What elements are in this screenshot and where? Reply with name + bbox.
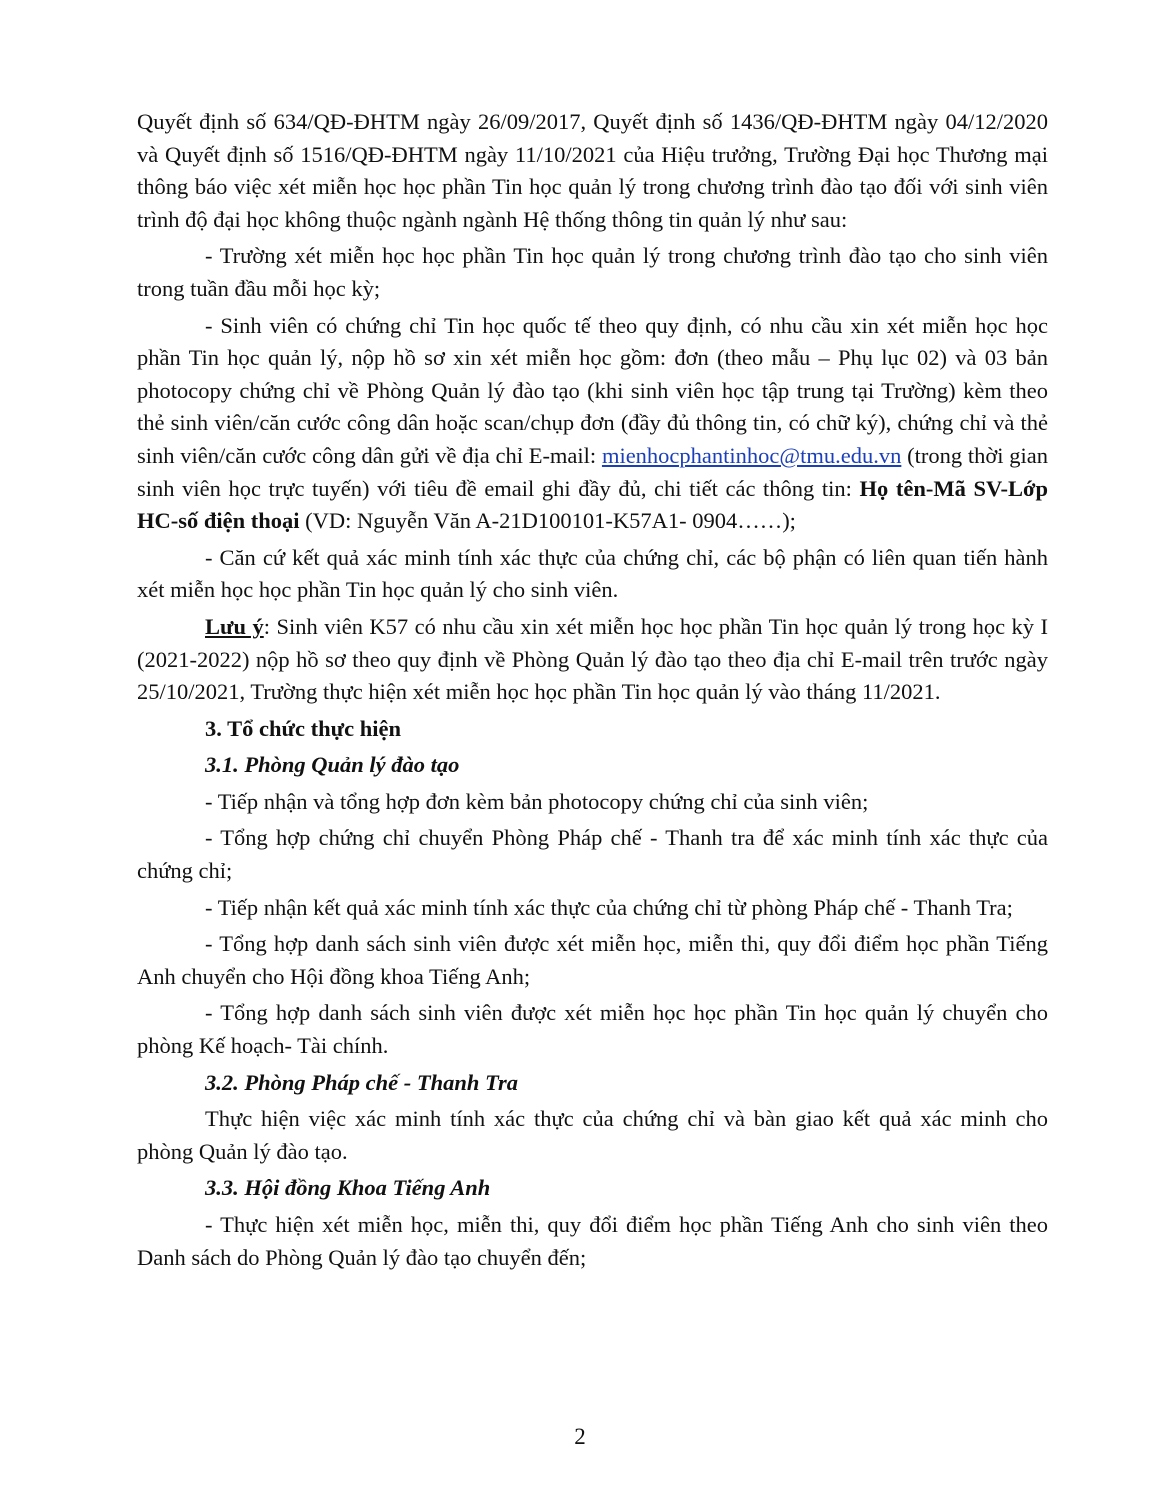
bullet2-text-2: (trong thời gian sinh viên học trực tuyến) với tiêu đề email ghi đầy đủ, chi tiết các thông tin: (137, 442, 1048, 501)
bullet-verification: - Căn cứ kết quả xác minh tính xác thực của chứng chỉ, các bộ phận có liên quan tiến hành xét miễn học học phần Tin học quản lý cho sinh viên. (137, 544, 1048, 603)
bullet2-text-1: - Sinh viên có chứng chỉ Tin học quốc tế theo quy định, có nhu cầu xin xét miễn học học phần Tin học quản lý, nộp hồ sơ xin xét miễn học gồm: đơn (theo mẫu – Phụ lục 02) và 03 bản photocopy chứng chỉ về Phòng Quản lý đào tạo (khi sinh viên học tập trung tại Trường) kèm theo thẻ sinh viên/căn cước công dân hoặc scan/chụp đơn (đầy đủ thông tin, có chữ ký), chứng chỉ và thẻ sinh viên/căn cước công dân gửi về địa chỉ E-mail: (137, 312, 1048, 468)
section-3-1-item: - Tiếp nhận kết quả xác minh tính xác thực của chứng chỉ từ phòng Pháp chế - Thanh Tra; (205, 894, 1013, 920)
section-3-2-text: Thực hiện việc xác minh tính xác thực của chứng chỉ và bàn giao kết quả xác minh cho phòng Quản lý đào tạo. (137, 1106, 1048, 1164)
document-body (137, 106, 1048, 1278)
note-text: : Sinh viên K57 có nhu cầu xin xét miễn học học phần Tin học quản lý trong học kỳ I (2021-2022) nộp hồ sơ theo quy định về Phòng Quản lý đào tạo theo địa chỉ E-mail trên trước ngày 25/10/2021, Trường thực hiện xét miễn học học phần Tin học quản lý vào tháng 11/2021. (137, 613, 1048, 705)
section-3-heading: 3. Tổ chức thực hiện (205, 715, 401, 741)
intro-paragraph: Quyết định số 634/QĐ-ĐHTM ngày 26/09/2017, Quyết định số 1436/QĐ-ĐHTM ngày 04/12/2020 và Quyết định số 1516/QĐ-ĐHTM ngày 11/10/2021 của Hiệu trưởng, Trường Đại học Thương mại thông báo việc xét miễn học học phần Tin học quản lý trong chương trình đào tạo đối với sinh viên trình độ đại học không thuộc ngành ngành Hệ thống thông tin quản lý như sau: (137, 109, 1048, 232)
email-subject-format: Họ tên-Mã SV-Lớp HC-số điện thoại (137, 475, 1049, 534)
note-paragraph (137, 611, 1048, 709)
section-3-1-item: - Tổng hợp danh sách sinh viên được xét miễn học học phần Tin học quản lý chuyển cho phòng Kế hoạch- Tài chính. (137, 1000, 1048, 1059)
section-3-1-item: - Tiếp nhận và tổng hợp đơn kèm bản photocopy chứng chỉ của sinh viên; (205, 788, 869, 814)
section-3-1-item: - Tổng hợp chứng chỉ chuyển Phòng Pháp chế - Thanh tra để xác minh tính xác thực của chứng chỉ; (137, 825, 1048, 884)
page-number: 2 (574, 1424, 586, 1449)
section-3-1-heading: 3.1. Phòng Quản lý đào tạo (205, 752, 460, 778)
note-label: Lưu ý (205, 613, 264, 639)
section-3-2-heading: 3.2. Phòng Pháp chế - Thanh Tra (205, 1069, 518, 1095)
email-link[interactable]: mienhocphantinhoc@tmu.edu.vn (601, 442, 902, 468)
bullet2-text-3: (VD: Nguyễn Văn A-21D100101-K57A1- 0904……); (299, 508, 796, 534)
section-3-3-heading: 3.3. Hội đồng Khoa Tiếng Anh (205, 1175, 491, 1201)
section-3-3-text: - Thực hiện xét miễn học, miễn thi, quy đổi điểm học phần Tiếng Anh cho sinh viên theo Danh sách do Phòng Quản lý đào tạo chuyển đến; (137, 1212, 1048, 1270)
bullet-exemption-timing: - Trường xét miễn học học phần Tin học quản lý trong chương trình đào tạo cho sinh viên trong tuần đầu mỗi học kỳ; (137, 243, 1048, 301)
section-3-1-item: - Tổng hợp danh sách sinh viên được xét miễn học, miễn thi, quy đổi điểm học phần Tiếng Anh chuyển cho Hội đồng khoa Tiếng Anh; (137, 931, 1048, 989)
bullet-application-dossier (137, 310, 1048, 538)
